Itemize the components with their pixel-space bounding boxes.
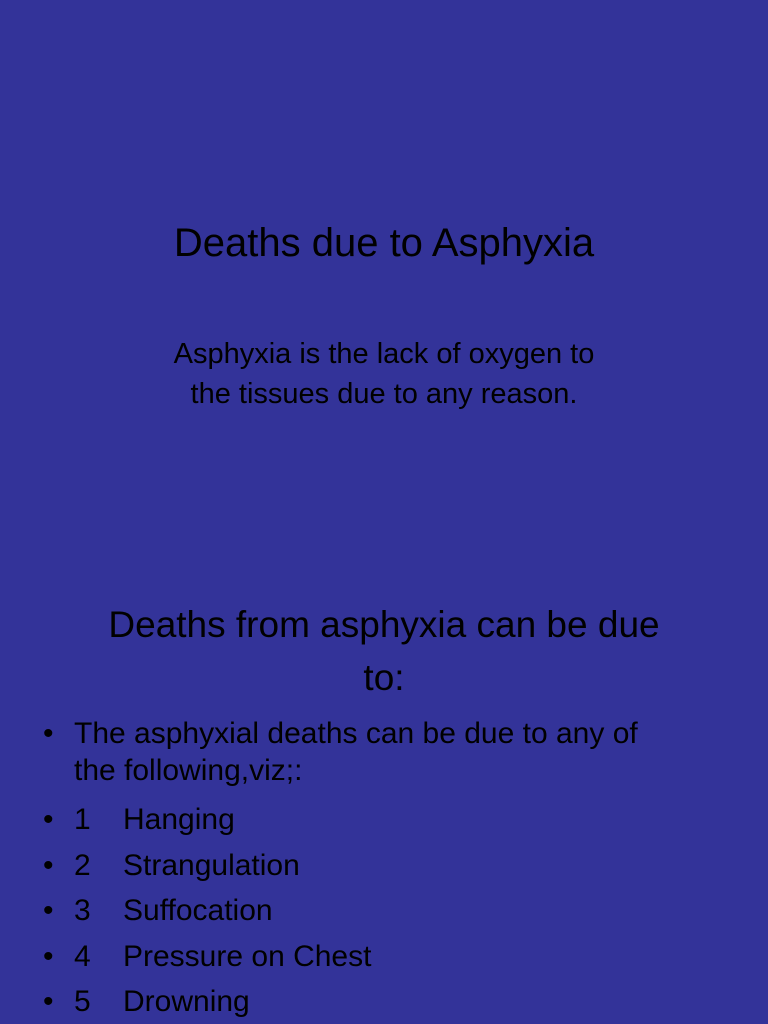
- list-item: [0, 979, 768, 1024]
- list-item: [0, 888, 768, 934]
- slide-causes-heading: [40, 598, 728, 704]
- subtitle-line: the tissues due to any reason.: [190, 378, 578, 410]
- heading-line: to:: [363, 657, 405, 698]
- list-item: [0, 934, 768, 980]
- list-item: [0, 843, 768, 889]
- intro-line: • The asphyxial deaths can be due to any of: [74, 717, 638, 750]
- slide-causes: [0, 512, 768, 1024]
- item-number: 4: [74, 939, 91, 973]
- item-label: Suffocation: [123, 894, 273, 927]
- slide-title-subtitle: [84, 334, 684, 414]
- subtitle-line: Asphyxia is the lack of oxygen to: [173, 338, 595, 370]
- intro-line: the following,viz;:: [74, 754, 303, 787]
- item-label: Drowning: [123, 985, 250, 1018]
- item-label: Pressure on Chest: [123, 939, 372, 973]
- item-number: 5: [74, 985, 91, 1018]
- item-number: 2: [74, 848, 91, 882]
- item-number: 3: [74, 894, 91, 927]
- heading-line: Deaths from asphyxia can be due: [108, 604, 660, 645]
- list-item-intro: [0, 715, 768, 789]
- item-label: Hanging: [123, 803, 235, 836]
- slide-title-heading: Deaths due to Asphyxia: [173, 221, 595, 265]
- causes-list: [0, 715, 768, 1024]
- item-label: Strangulation: [123, 848, 300, 882]
- item-number: 1: [74, 803, 91, 836]
- list-item: [0, 797, 768, 843]
